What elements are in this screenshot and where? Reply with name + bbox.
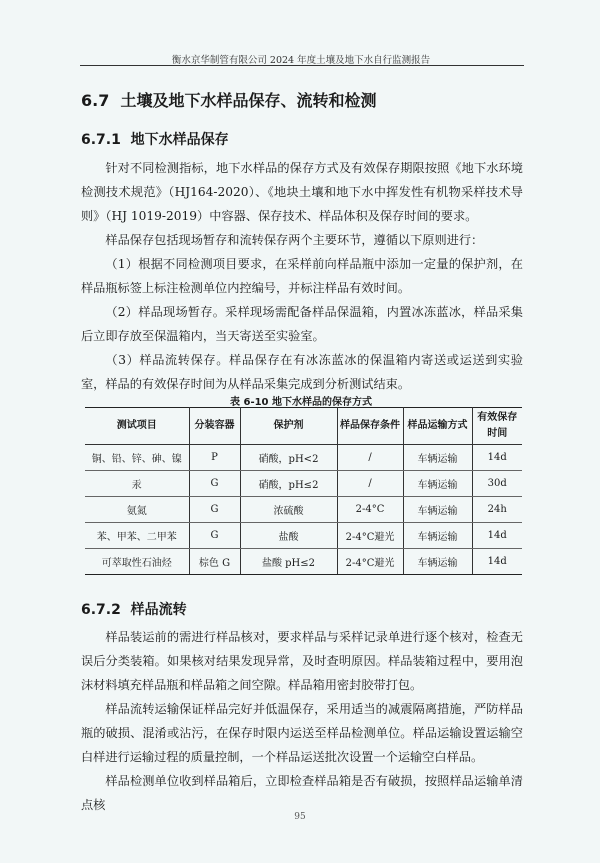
subsection-heading-6-7-1 bbox=[81, 129, 229, 149]
table-cell: 车辆运输 bbox=[403, 549, 472, 575]
subsection-number: 6.7.1 bbox=[81, 132, 121, 148]
paragraph: （1）根据不同检测项目要求，在采样前向样品瓶中添加一定量的保护剂，在样品瓶标签上标注检测单位内控编号，并标注样品有效时间。 bbox=[81, 257, 523, 295]
column-header: 分装容器 bbox=[189, 408, 240, 445]
table-row bbox=[85, 445, 522, 471]
subsection-heading-6-7-2 bbox=[81, 599, 187, 619]
section-heading bbox=[81, 88, 377, 111]
subsection-body-6-7-1 bbox=[81, 156, 523, 396]
table-cell: 14d bbox=[472, 523, 522, 549]
table-body bbox=[85, 445, 522, 575]
table-cell: 14d bbox=[472, 549, 522, 575]
table-cell: 车辆运输 bbox=[403, 523, 472, 549]
paragraph: 样品装运前的需进行样品核对，要求样品与采样记录单进行逐个核对，检查无误后分类装箱。如果核对结果发现异常，及时查明原因。样品装箱过程中，要用泡沫材料填充样品瓶和样品箱之间空隙。样品箱用密封胶带打包。 bbox=[81, 630, 523, 692]
table-cell: 苯、甲苯、二甲苯 bbox=[85, 523, 189, 549]
table-cell: 氨氮 bbox=[85, 497, 189, 523]
table-cell: 硝酸，pH≤2 bbox=[240, 471, 337, 497]
paragraph: 样品检测单位收到样品箱后，立即检查样品箱是否有破损，按照样品运输单清点核 bbox=[81, 774, 523, 812]
table-cell: 浓硫酸 bbox=[240, 497, 337, 523]
table-cell: 30d bbox=[472, 471, 522, 497]
section-title: 土壤及地下水样品保存、流转和检测 bbox=[120, 91, 377, 110]
subsection-number: 6.7.2 bbox=[81, 602, 121, 618]
table-cell: / bbox=[337, 445, 403, 471]
table-cell: 硝酸，pH<2 bbox=[240, 445, 337, 471]
running-header: 衡水京华制管有限公司 2024 年度土壤及地下水自行监测报告 bbox=[171, 55, 431, 66]
table-caption: 表 6-10 地下水样品的保存方式 bbox=[230, 397, 372, 408]
paragraph: 样品流转运输保证样品完好并低温保存，采用适当的减震隔离措施，严防样品瓶的破损、混淆或沾污，在保存时限内运送至样品检测单位。样品运输设置运输空白样进行运输过程的质量控制，一个样品运送批次设置一个运输空白样品。 bbox=[81, 702, 523, 764]
table-cell: P bbox=[189, 445, 240, 471]
table-cell: G bbox=[189, 471, 240, 497]
page-number: 95 bbox=[294, 812, 306, 822]
table-cell: 14d bbox=[472, 445, 522, 471]
table-cell: 棕色 G bbox=[189, 549, 240, 575]
paragraph: （2）样品现场暂存。采样现场需配备样品保温箱，内置冰冻蓝冰，样品采集后立即存放至保温箱内，当天寄送至实验室。 bbox=[81, 305, 523, 343]
table-cell: 铜、铅、锌、砷、镍 bbox=[85, 445, 189, 471]
table-cell: 盐酸 pH≤2 bbox=[240, 549, 337, 575]
table-cell: 2-4°C bbox=[337, 497, 403, 523]
header-divider bbox=[80, 65, 524, 66]
table-cell: 车辆运输 bbox=[403, 445, 472, 471]
paragraph: 针对不同检测指标，地下水样品的保存方式及有效保存期限按照《地下水环境检测技术规范》（HJ164-2020）、《地块土壤和地下水中挥发性有机物采样技术导则》（HJ 1019-2019）中容器、保存技术、样品体积及保存时间的要求。 bbox=[81, 161, 523, 223]
table-cell: 24h bbox=[472, 497, 522, 523]
table-row bbox=[85, 471, 522, 497]
column-header: 有效保存时间 bbox=[472, 408, 522, 445]
table-cell: G bbox=[189, 523, 240, 549]
table-row bbox=[85, 549, 522, 575]
preservation-table bbox=[85, 407, 522, 575]
column-header: 测试项目 bbox=[85, 408, 189, 445]
table-cell: / bbox=[337, 471, 403, 497]
table-row bbox=[85, 497, 522, 523]
table-header-row bbox=[85, 408, 522, 445]
table-cell: 盐酸 bbox=[240, 523, 337, 549]
subsection-title: 地下水样品保存 bbox=[130, 132, 229, 148]
column-header: 样品保存条件 bbox=[337, 408, 403, 445]
table-cell: 车辆运输 bbox=[403, 497, 472, 523]
paragraph: （3）样品流转保存。样品保存在有冰冻蓝冰的保温箱内寄送或运送到实验室，样品的有效保存时间为从样品采集完成到分析测试结束。 bbox=[81, 353, 523, 391]
table-row bbox=[85, 523, 522, 549]
table-cell: 汞 bbox=[85, 471, 189, 497]
table-cell: G bbox=[189, 497, 240, 523]
column-header: 样品运输方式 bbox=[403, 408, 472, 445]
subsection-body-6-7-2 bbox=[81, 625, 523, 817]
subsection-title: 样品流转 bbox=[130, 602, 187, 618]
section-number: 6.7 bbox=[81, 91, 110, 110]
table-cell: 可萃取性石油烃 bbox=[85, 549, 189, 575]
paragraph: 样品保存包括现场暂存和流转保存两个主要环节，遵循以下原则进行： bbox=[105, 233, 484, 247]
table-cell: 2-4°C避光 bbox=[337, 549, 403, 575]
column-header: 保护剂 bbox=[240, 408, 337, 445]
table-cell: 2-4°C避光 bbox=[337, 523, 403, 549]
table-cell: 车辆运输 bbox=[403, 471, 472, 497]
